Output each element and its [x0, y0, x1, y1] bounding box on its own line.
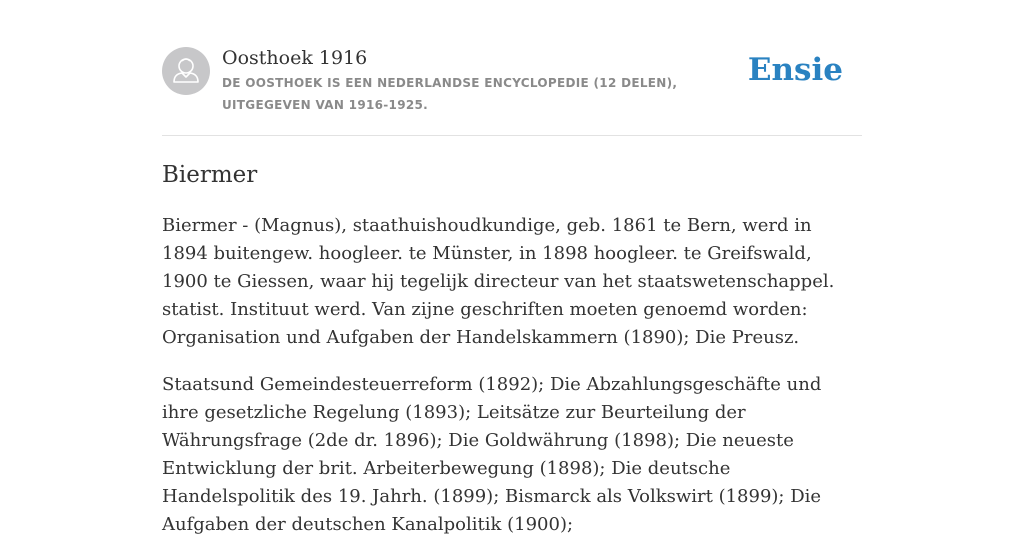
article-title: Biermer — [162, 162, 258, 188]
source-avatar[interactable] — [162, 47, 210, 95]
source-title[interactable]: Oosthoek 1916 — [222, 47, 368, 69]
ensie-logo-link[interactable]: Ensie — [747, 52, 843, 88]
article-paragraph: Staatsund Gemeindesteuerreform (1892); Die Abzahlungsgeschäfte und ihre gesetzliche Regelung (1893); Leitsätze zur Beurteilung der Währungsfrage (2de dr. 1896); Die Goldwährung (1898); Die neueste Entwicklung der brit. Arbeiterbewegung (1898); Die deutsche Handelspolitik des 19. Jahrh. (1899); Bismarck als Volkswirt (1899); Die Aufgaben der deutschen Kanalpolitik (1900); — [162, 374, 822, 535]
user-icon — [162, 47, 210, 95]
source-description: DE OOSTHOEK IS EEN NEDERLANDSE ENCYCLOPEDIE (12 DELEN), UITGEGEVEN VAN 1916-1925. — [222, 76, 678, 112]
article-body — [162, 212, 862, 558]
source-header — [162, 46, 862, 116]
header-divider — [162, 135, 862, 136]
article-paragraph: Biermer - (Magnus), staathuishoudkundige, geb. 1861 te Bern, werd in 1894 buitengew. hoogleer. te Münster, in 1898 hoogleer. te Greifswald, 1900 te Giessen, waar hij tegelijk directeur van het staatswetenschappel. statist. Instituut werd. Van zijne geschriften moeten genoemd worden: Organisation und Aufgaben der Handelskammern (1890); Die Preusz. — [162, 215, 835, 348]
